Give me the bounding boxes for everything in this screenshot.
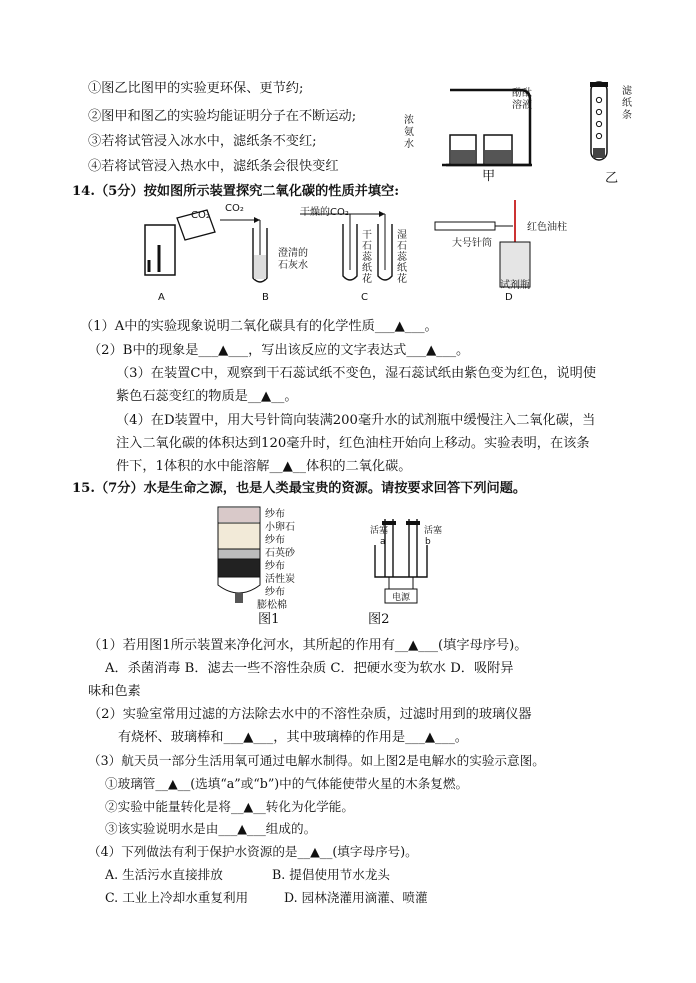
caption-c: C [361, 292, 368, 303]
q15-sub1-line1: （1）若用图1所示装置来净化河水，其所起的作用有__▲___(填字母序号)。 [88, 638, 528, 653]
label-ammonia: 浓氨水 [404, 115, 414, 150]
q15-sub4-option-b: B. 提倡使用节水龙头 [272, 867, 391, 882]
caption-d: D [505, 292, 513, 303]
label-stopcock-left: 活塞 [370, 526, 389, 536]
q14-sub3-line1: （3）在装置C中，观察到干石蕊试纸不变色，湿石蕊试纸由紫色变为红色，说明使 [116, 366, 597, 381]
figure-yi [585, 80, 615, 170]
q15-sub4-option-c: C. 工业上冷却水重复利用 [105, 890, 249, 905]
label-gauze-1: 纱布 [265, 509, 285, 520]
q15-sub3: （3）航天员一部分生活用氧可通过电解水制得。如上图2是电解水的实验示意图。 [88, 753, 545, 768]
q15-sub3-item2: ②实验中能量转化是将__▲__转化为化学能。 [105, 799, 354, 814]
caption-yi: 乙 [605, 171, 619, 186]
q15-title: 15.（7分）水是生命之源，也是人类最宝贵的资源。请按要求回答下列问题。 [72, 481, 527, 496]
q15-sub4-option-d: D. 园林浇灌用滴灌、喷灌 [284, 890, 428, 905]
q14-sub1: （1）A中的实验现象说明二氧化碳具有的化学性质___▲___。 [80, 319, 438, 334]
caption-fig1: 图1 [258, 612, 280, 627]
q15-sub1-line2: A．杀菌消毒 B．滤去一些不溶性杂质 C．把硬水变为软水 D．吸附异 [105, 661, 514, 676]
label-activated-carbon: 活性炭 [265, 574, 295, 585]
q15-sub2-line2: 有烧杯、玻璃棒和___▲___，其中玻璃棒的作用是___▲___。 [118, 730, 468, 745]
label-co2-arrow: CO₂ [225, 203, 244, 214]
label-wet-litmus: 湿石蕊纸花 [397, 230, 407, 285]
label-dry-co2: 干燥的CO₂ [300, 207, 349, 218]
caption-b: B [262, 292, 269, 303]
q15-sub3-item3: ③该实验说明水是由___▲___组成的。 [105, 821, 317, 836]
label-filter-strip: 滤纸条 [622, 86, 632, 121]
label-phenolphthalein: 酚酞溶液 [512, 88, 532, 111]
label-stopcock-right: 活塞 [424, 526, 443, 536]
q14-sub4-line1: （4）在D装置中，用大号针筒向装满200毫升水的试剂瓶中缓慢注入二氧化碳，当 [116, 413, 596, 428]
q13-option-3: ③若将试管浸入冰水中，滤纸条不变红; [88, 134, 317, 149]
q15-sub2-line1: （2）实验室常用过滤的方法除去水中的不溶性杂质，过滤时用到的玻璃仪器 [88, 707, 532, 722]
label-tube-b: b [425, 537, 431, 547]
q14-title: 14.（5分）按如图所示装置探究二氧化碳的性质并填空: [72, 184, 400, 199]
q15-sub4-option-a: A. 生活污水直接排放 [105, 867, 223, 882]
q13-option-2: ②图甲和图乙的实验均能证明分子在不断运动; [88, 109, 357, 124]
caption-a: A [158, 292, 165, 303]
q15-sub4: （4）下列做法有利于保护水资源的是__▲__(填字母序号)。 [88, 844, 418, 859]
label-gauze-2: 纱布 [265, 535, 285, 546]
label-power-supply: 电源 [392, 593, 411, 603]
q14-sub3-line2: 紫色石蕊变红的物质是__▲__。 [116, 389, 298, 404]
label-tube-a: a [380, 537, 386, 547]
label-gauze-4: 纱布 [265, 587, 285, 598]
caption-fig2: 图2 [368, 612, 390, 627]
label-pebble: 小卵石 [265, 522, 295, 533]
q14-sub4-line2: 注入二氧化碳的体积达到120毫升时，红色油柱开始向上移动。实验表明，在该条 [116, 436, 590, 451]
label-gauze-3: 纱布 [265, 561, 285, 572]
label-dry-litmus: 干石蕊纸花 [362, 230, 372, 285]
q13-option-4: ④若将试管浸入热水中，滤纸条会很快变红 [88, 159, 339, 174]
label-cotton: 膨松棉 [257, 600, 287, 611]
label-syringe: 大号针筒 [452, 238, 492, 249]
q13-option-1: ①图乙比图甲的实验更环保、更节约; [88, 81, 304, 96]
caption-jia: 甲 [482, 169, 496, 184]
label-co2-bottle: CO₂ [191, 210, 210, 221]
q15-sub1-line3: 味和色素 [88, 684, 141, 699]
label-reagent-bottle: 试剂瓶 [500, 280, 530, 291]
label-red-oil: 红色油柱 [527, 222, 567, 233]
figure-water-filter [210, 505, 270, 610]
q14-sub4-line3: 件下，1体积的水中能溶解__▲__体积的二氧化碳。 [116, 459, 412, 474]
q15-sub3-item1: ①玻璃管__▲__(选填“a”或“b”)中的气体能使带火星的木条复燃。 [105, 776, 469, 791]
label-limewater: 澄清的石灰水 [278, 248, 308, 271]
q14-sub2: （2）B中的现象是___▲___，写出该反应的文字表达式___▲___。 [88, 343, 470, 358]
label-quartz-sand: 石英砂 [265, 548, 295, 559]
